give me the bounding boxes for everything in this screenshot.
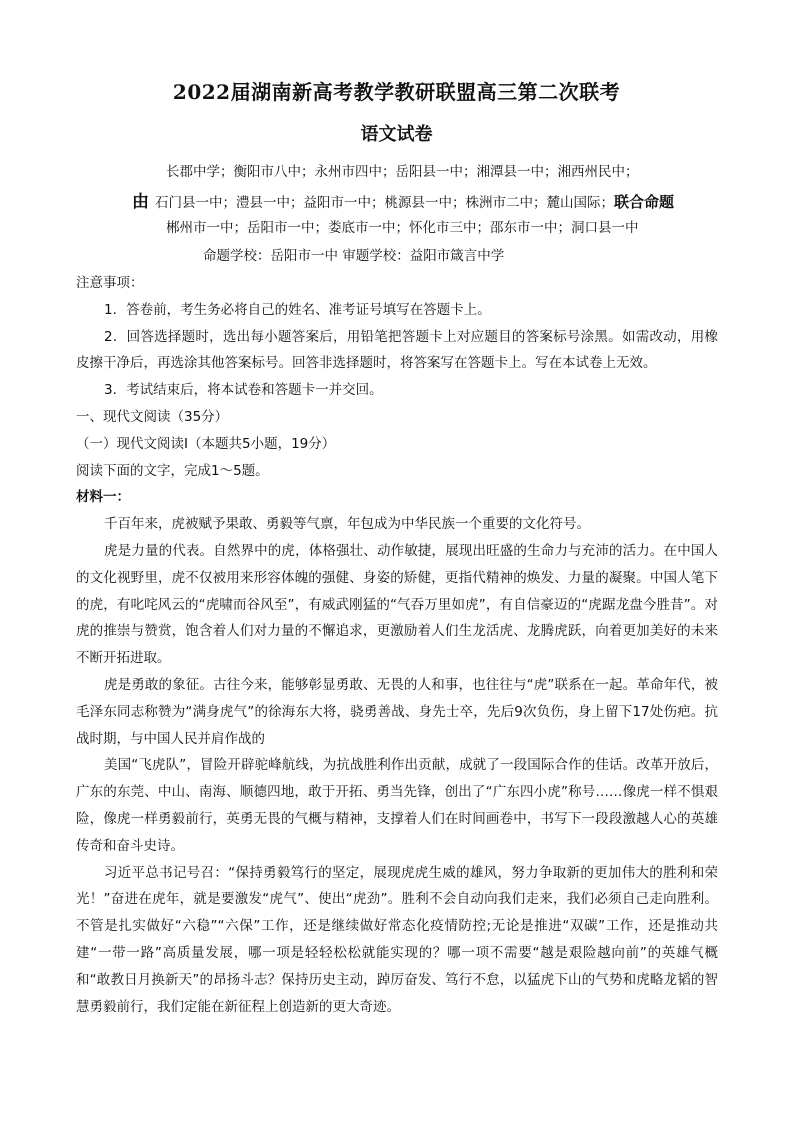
setter-reviewer-line: 命题学校：岳阳市一中 审题学校：益阳市箴言中学: [203, 248, 505, 264]
material-paragraph: 虎是勇敢的象征。古往今来，能够彰显勇敢、无畏的人和事，也往往与“虎”联系在一起。革命年代，被毛泽东同志称赞为“满身虎气”的徐海东大将，骁勇善战、身先士卒，先后9次负伤，身上留下17处伤疤。抗战时期，与中国人民并肩作战的: [76, 676, 718, 747]
notice-item: 2．回答选择题时，选出每小题答案后，用铅笔把答题卡上对应题目的答案标号涂黑。如需改动，用橡皮擦干净后，再选涂其他答案标号。回答非选择题时，将答案写在答题卡上。写在本试卷上无效。: [76, 328, 718, 372]
notice-heading: 注意事项：: [76, 275, 144, 291]
section-heading: 一、现代文阅读（35分）: [76, 408, 229, 425]
material-paragraph: 美国“飞虎队”，冒险开辟驼峰航线，为抗战胜利作出贡献，成就了一段国际合作的佳话。改革开放后，广东的东莞、中山、南海、顺德四地，敢于开拓、勇当先锋，创出了“广东四小虎”称号……像虎一样不惧艰险，像虎一样勇毅前行，英勇无畏的气概与精神，支撑着人们在时间画卷中，书写下一段段激越人心的英雄传奇和奋斗史诗。: [76, 757, 718, 854]
sub-section-heading: （一）现代文阅读Ⅰ（本题共5小题，19分）: [76, 435, 336, 452]
exam-title: 2022届湖南新高考教学教研联盟高三第二次联考: [172, 80, 621, 104]
you-label: 由: [132, 192, 149, 212]
school-line-3: 郴州市一中；岳阳市一中；娄底市一中；怀化市三中；邵东市一中；洞口县一中: [166, 220, 639, 236]
joint-proposition-label: 联合命题: [614, 193, 675, 211]
school-line-2: [132, 187, 674, 212]
exam-subtitle: 语文试卷: [360, 124, 433, 145]
material-label: 材料一：: [76, 489, 130, 506]
school-line-2-text: 石门县一中；澧县一中；益阳市一中；桃源县一中；株洲市二中；麓山国际；: [155, 195, 614, 211]
notice-item: 1．答卷前，考生务必将自己的姓名、准考证号填写在答题卡上。: [104, 301, 491, 318]
material-paragraph: 习近平总书记号召：“保持勇毅笃行的坚定，展现虎虎生威的雄风，努力争取新的更加伟大的胜利和荣光！”奋进在虎年，就是要激发“虎气”、使出“虎劲”。胜利不会自动向我们走来，我们必须自己走向胜利。不管是扎实做好“六稳”“六保”工作，还是继续做好常态化疫情防控;无论是推进“双碳”工作，还是推动共建“一带一路”高质量发展，哪一项是轻轻松松就能实现的？哪一项不需要“越是艰险越向前”的英雄气概和“敢教日月换新天”的昂扬斗志？保持历史主动，踔厉奋发、笃行不怠，以猛虎下山的气势和虎略龙韬的智慧勇毅前行，我们定能在新征程上创造新的更大奇迹。: [76, 864, 718, 1015]
school-line-1: 长郡中学；衡阳市八中；永州市四中；岳阳县一中；湘潭县一中；湘西州民中；: [166, 164, 639, 180]
material-paragraph: 虎是力量的代表。自然界中的虎，体格强壮、动作敏捷，展现出旺盛的生命力与充沛的活力。在中国人的文化视野里，虎不仅被用来形容体魄的强健、身姿的矫健，更指代精神的焕发、力量的凝聚。中国人笔下的虎，有叱咤风云的“虎啸而谷风至”，有威武刚猛的“气吞万里如虎”，有自信豪迈的“虎踞龙盘今胜昔”。对虎的推崇与赞赏，饱含着人们对力量的不懈追求，更激励着人们生龙活虎、龙腾虎跃，向着更加美好的未来不断开拓进取。: [76, 542, 718, 667]
notice-item: 3．考试结束后，将本试卷和答题卡一并交回。: [104, 382, 383, 399]
material-paragraph: 千百年来，虎被赋予果敢、勇毅等气禀，年包成为中华民族一个重要的文化符号。: [104, 516, 590, 533]
exam-body: [76, 270, 718, 1020]
reading-instruction: 阅读下面的文字，完成1～5题。: [76, 462, 269, 479]
